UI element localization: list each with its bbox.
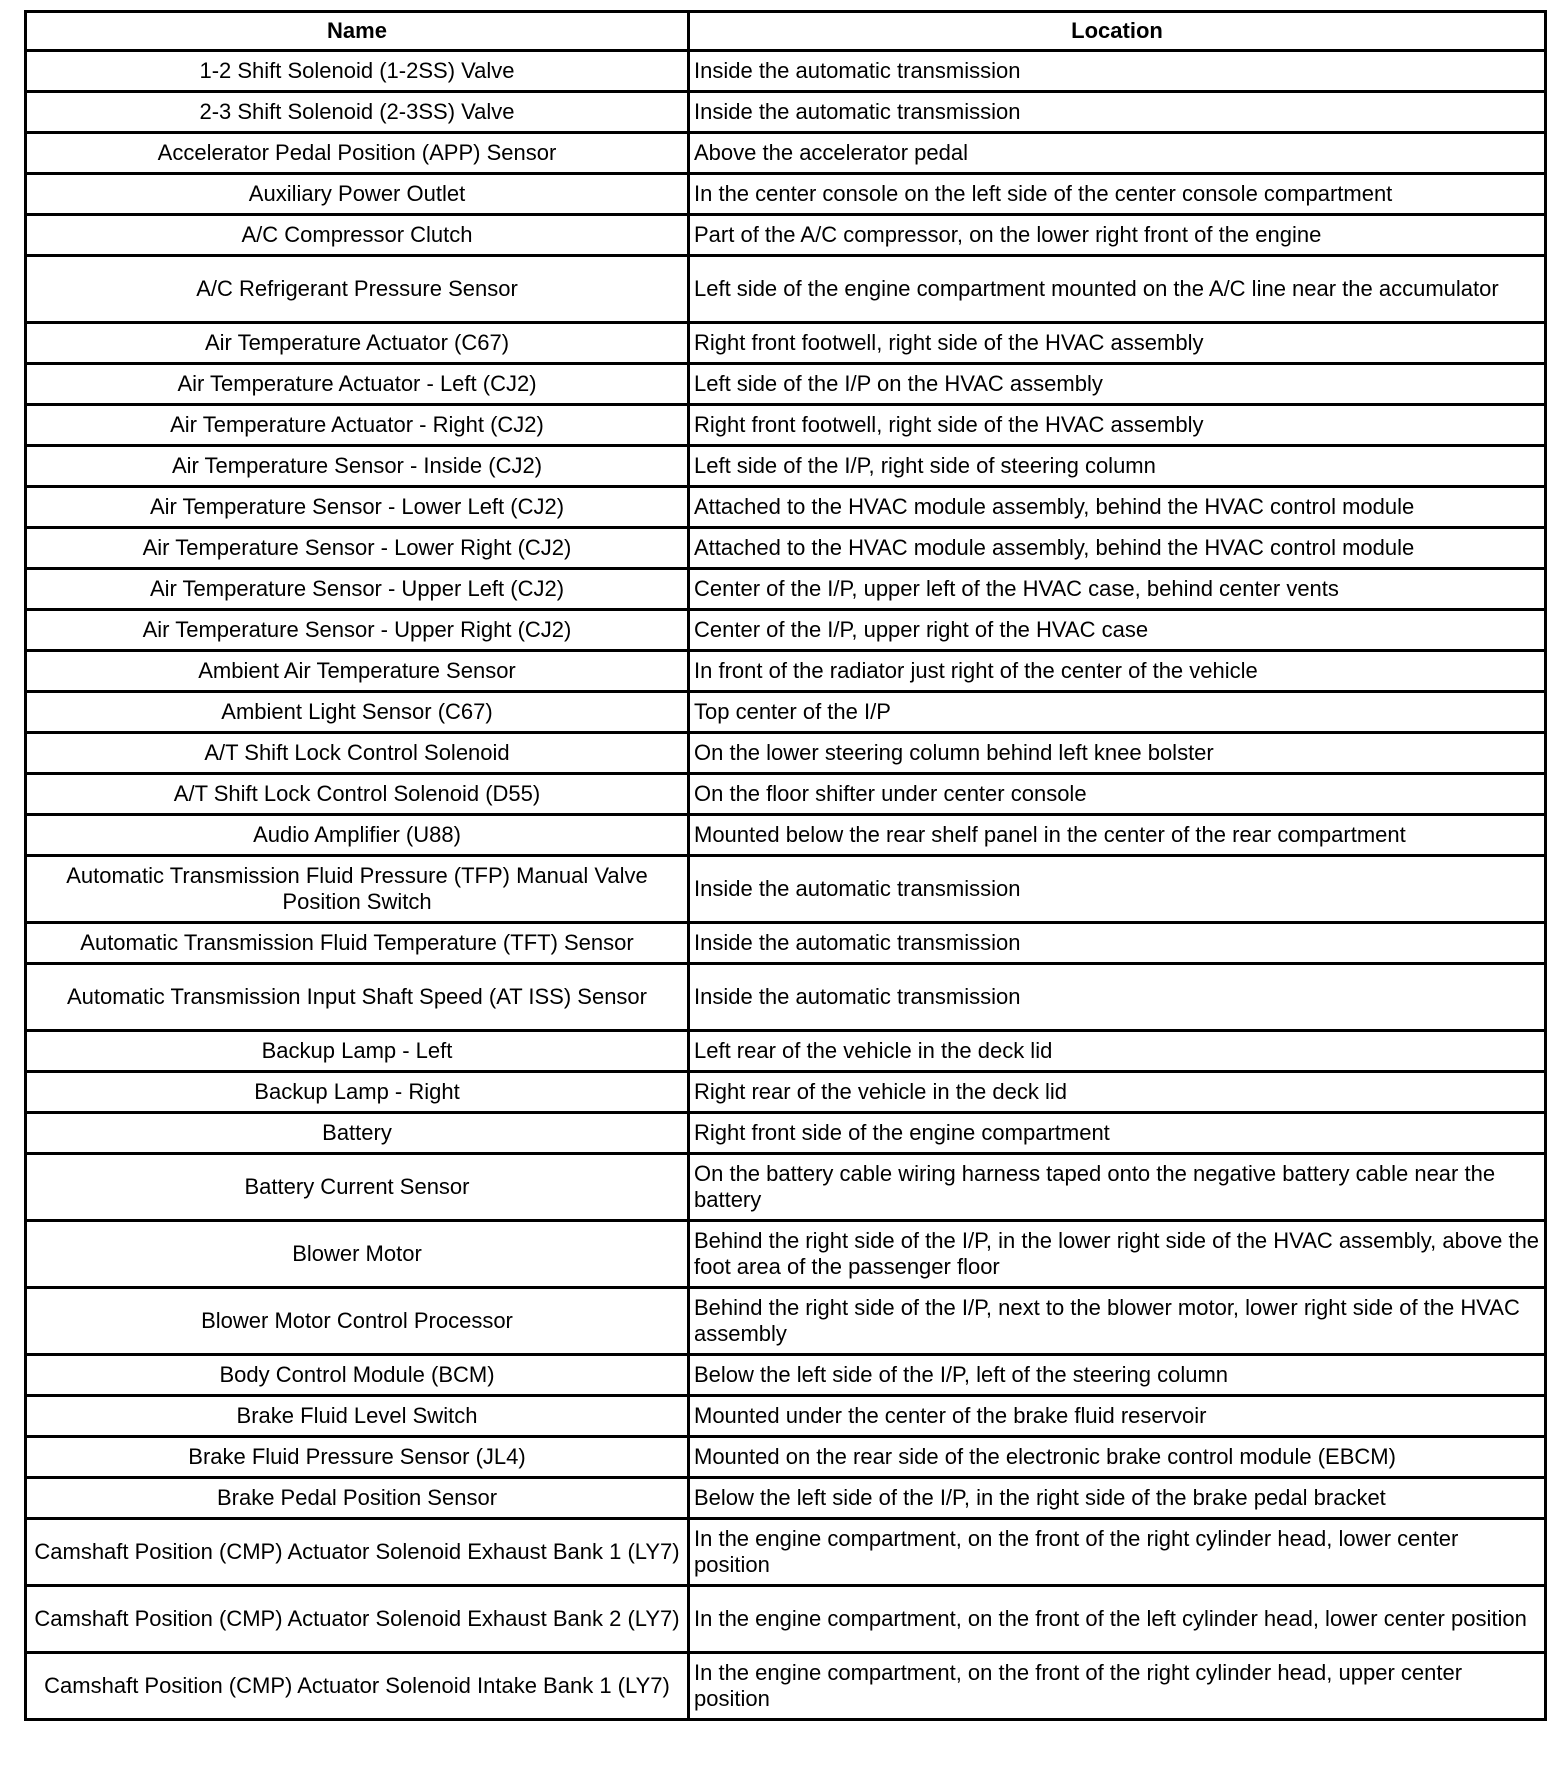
- table-row: [26, 215, 1546, 256]
- table-row: [26, 964, 1546, 1031]
- component-name-cell: A/T Shift Lock Control Solenoid: [26, 733, 689, 774]
- component-name-cell: Air Temperature Sensor - Lower Left (CJ2): [26, 487, 689, 528]
- component-name-cell: Air Temperature Sensor - Inside (CJ2): [26, 446, 689, 487]
- component-location-cell: Behind the right side of the I/P, next to the blower motor, lower right side of the HVAC assembly: [689, 1288, 1546, 1355]
- component-location-cell: In the engine compartment, on the front of the right cylinder head, lower center position: [689, 1519, 1546, 1586]
- component-location-cell: Mounted under the center of the brake fluid reservoir: [689, 1396, 1546, 1437]
- table-row: [26, 1221, 1546, 1288]
- component-location-cell: Inside the automatic transmission: [689, 856, 1546, 923]
- component-location-cell: Below the left side of the I/P, left of the steering column: [689, 1355, 1546, 1396]
- component-name-cell: Blower Motor: [26, 1221, 689, 1288]
- table-row: [26, 1478, 1546, 1519]
- component-location-cell: Left side of the I/P on the HVAC assembly: [689, 364, 1546, 405]
- component-name-cell: Air Temperature Actuator - Right (CJ2): [26, 405, 689, 446]
- component-location-cell: Attached to the HVAC module assembly, behind the HVAC control module: [689, 487, 1546, 528]
- component-name-cell: Audio Amplifier (U88): [26, 815, 689, 856]
- component-name-cell: Brake Pedal Position Sensor: [26, 1478, 689, 1519]
- component-name-cell: Body Control Module (BCM): [26, 1355, 689, 1396]
- table-row: [26, 815, 1546, 856]
- table-row: [26, 446, 1546, 487]
- table-row: [26, 256, 1546, 323]
- component-location-cell: On the floor shifter under center console: [689, 774, 1546, 815]
- component-name-cell: 1-2 Shift Solenoid (1-2SS) Valve: [26, 51, 689, 92]
- component-name-cell: Camshaft Position (CMP) Actuator Solenoid Exhaust Bank 1 (LY7): [26, 1519, 689, 1586]
- table-row: [26, 364, 1546, 405]
- component-location-cell: In the engine compartment, on the front of the left cylinder head, lower center position: [689, 1586, 1546, 1653]
- column-header-location: Location: [689, 12, 1546, 51]
- table-row: [26, 733, 1546, 774]
- component-name-cell: Air Temperature Sensor - Lower Right (CJ2): [26, 528, 689, 569]
- component-name-cell: Ambient Light Sensor (C67): [26, 692, 689, 733]
- table-row: [26, 1519, 1546, 1586]
- component-name-cell: Camshaft Position (CMP) Actuator Solenoid Exhaust Bank 2 (LY7): [26, 1586, 689, 1653]
- table-row: [26, 51, 1546, 92]
- component-name-cell: Camshaft Position (CMP) Actuator Solenoid Intake Bank 1 (LY7): [26, 1653, 689, 1720]
- component-location-cell: Top center of the I/P: [689, 692, 1546, 733]
- table-row: [26, 1288, 1546, 1355]
- component-name-cell: Accelerator Pedal Position (APP) Sensor: [26, 133, 689, 174]
- component-location-cell: Inside the automatic transmission: [689, 964, 1546, 1031]
- component-name-cell: Air Temperature Sensor - Upper Right (CJ2): [26, 610, 689, 651]
- component-location-cell: On the battery cable wiring harness taped onto the negative battery cable near the battery: [689, 1154, 1546, 1221]
- component-name-cell: Battery Current Sensor: [26, 1154, 689, 1221]
- component-name-cell: Automatic Transmission Fluid Pressure (TFP) Manual Valve Position Switch: [26, 856, 689, 923]
- component-location-cell: Inside the automatic transmission: [689, 51, 1546, 92]
- component-name-cell: Automatic Transmission Input Shaft Speed (AT ISS) Sensor: [26, 964, 689, 1031]
- component-name-cell: Brake Fluid Pressure Sensor (JL4): [26, 1437, 689, 1478]
- component-name-cell: Automatic Transmission Fluid Temperature (TFT) Sensor: [26, 923, 689, 964]
- component-location-cell: Inside the automatic transmission: [689, 923, 1546, 964]
- component-name-cell: A/C Compressor Clutch: [26, 215, 689, 256]
- component-location-cell: Above the accelerator pedal: [689, 133, 1546, 174]
- column-header-name: Name: [26, 12, 689, 51]
- table-body: [26, 51, 1546, 1720]
- table-header-row: [26, 12, 1546, 51]
- component-name-cell: A/T Shift Lock Control Solenoid (D55): [26, 774, 689, 815]
- component-location-cell: Right front footwell, right side of the HVAC assembly: [689, 405, 1546, 446]
- component-name-cell: Brake Fluid Level Switch: [26, 1396, 689, 1437]
- table-row: [26, 1586, 1546, 1653]
- component-location-cell: Right front side of the engine compartment: [689, 1113, 1546, 1154]
- component-name-cell: Auxiliary Power Outlet: [26, 174, 689, 215]
- component-location-cell: Inside the automatic transmission: [689, 92, 1546, 133]
- component-name-cell: Backup Lamp - Left: [26, 1031, 689, 1072]
- component-location-cell: In the center console on the left side of the center console compartment: [689, 174, 1546, 215]
- component-location-cell: Left side of the I/P, right side of steering column: [689, 446, 1546, 487]
- component-location-cell: Center of the I/P, upper left of the HVAC case, behind center vents: [689, 569, 1546, 610]
- component-location-cell: On the lower steering column behind left knee bolster: [689, 733, 1546, 774]
- component-location-cell: Behind the right side of the I/P, in the lower right side of the HVAC assembly, above the foot area of the passenger floor: [689, 1221, 1546, 1288]
- table-row: [26, 651, 1546, 692]
- component-location-cell: Mounted below the rear shelf panel in the center of the rear compartment: [689, 815, 1546, 856]
- table-row: [26, 856, 1546, 923]
- component-name-cell: Blower Motor Control Processor: [26, 1288, 689, 1355]
- table-row: [26, 1653, 1546, 1720]
- component-name-cell: A/C Refrigerant Pressure Sensor: [26, 256, 689, 323]
- component-location-cell: Center of the I/P, upper right of the HVAC case: [689, 610, 1546, 651]
- table-row: [26, 487, 1546, 528]
- table-row: [26, 1437, 1546, 1478]
- component-name-cell: Air Temperature Sensor - Upper Left (CJ2): [26, 569, 689, 610]
- table-row: [26, 569, 1546, 610]
- table-row: [26, 1072, 1546, 1113]
- table-row: [26, 1031, 1546, 1072]
- table-row: [26, 323, 1546, 364]
- component-name-cell: 2-3 Shift Solenoid (2-3SS) Valve: [26, 92, 689, 133]
- component-name-cell: Ambient Air Temperature Sensor: [26, 651, 689, 692]
- component-name-cell: Air Temperature Actuator - Left (CJ2): [26, 364, 689, 405]
- component-location-cell: Below the left side of the I/P, in the right side of the brake pedal bracket: [689, 1478, 1546, 1519]
- table-row: [26, 174, 1546, 215]
- component-location-cell: Left rear of the vehicle in the deck lid: [689, 1031, 1546, 1072]
- table-row: [26, 1113, 1546, 1154]
- table-row: [26, 774, 1546, 815]
- table-row: [26, 1396, 1546, 1437]
- component-location-cell: In front of the radiator just right of the center of the vehicle: [689, 651, 1546, 692]
- table-row: [26, 133, 1546, 174]
- table-row: [26, 1355, 1546, 1396]
- component-location-cell: Part of the A/C compressor, on the lower right front of the engine: [689, 215, 1546, 256]
- component-location-cell: Right front footwell, right side of the HVAC assembly: [689, 323, 1546, 364]
- component-location-cell: Right rear of the vehicle in the deck lid: [689, 1072, 1546, 1113]
- table-row: [26, 405, 1546, 446]
- table-row: [26, 1154, 1546, 1221]
- component-location-cell: Left side of the engine compartment mounted on the A/C line near the accumulator: [689, 256, 1546, 323]
- component-location-cell: Attached to the HVAC module assembly, behind the HVAC control module: [689, 528, 1546, 569]
- component-name-cell: Backup Lamp - Right: [26, 1072, 689, 1113]
- component-name-cell: Air Temperature Actuator (C67): [26, 323, 689, 364]
- table-row: [26, 528, 1546, 569]
- component-location-cell: Mounted on the rear side of the electronic brake control module (EBCM): [689, 1437, 1546, 1478]
- table-row: [26, 692, 1546, 733]
- table-row: [26, 923, 1546, 964]
- table-row: [26, 92, 1546, 133]
- component-name-cell: Battery: [26, 1113, 689, 1154]
- component-location-cell: In the engine compartment, on the front of the right cylinder head, upper center position: [689, 1653, 1546, 1720]
- component-location-table: [24, 10, 1547, 1721]
- table-row: [26, 610, 1546, 651]
